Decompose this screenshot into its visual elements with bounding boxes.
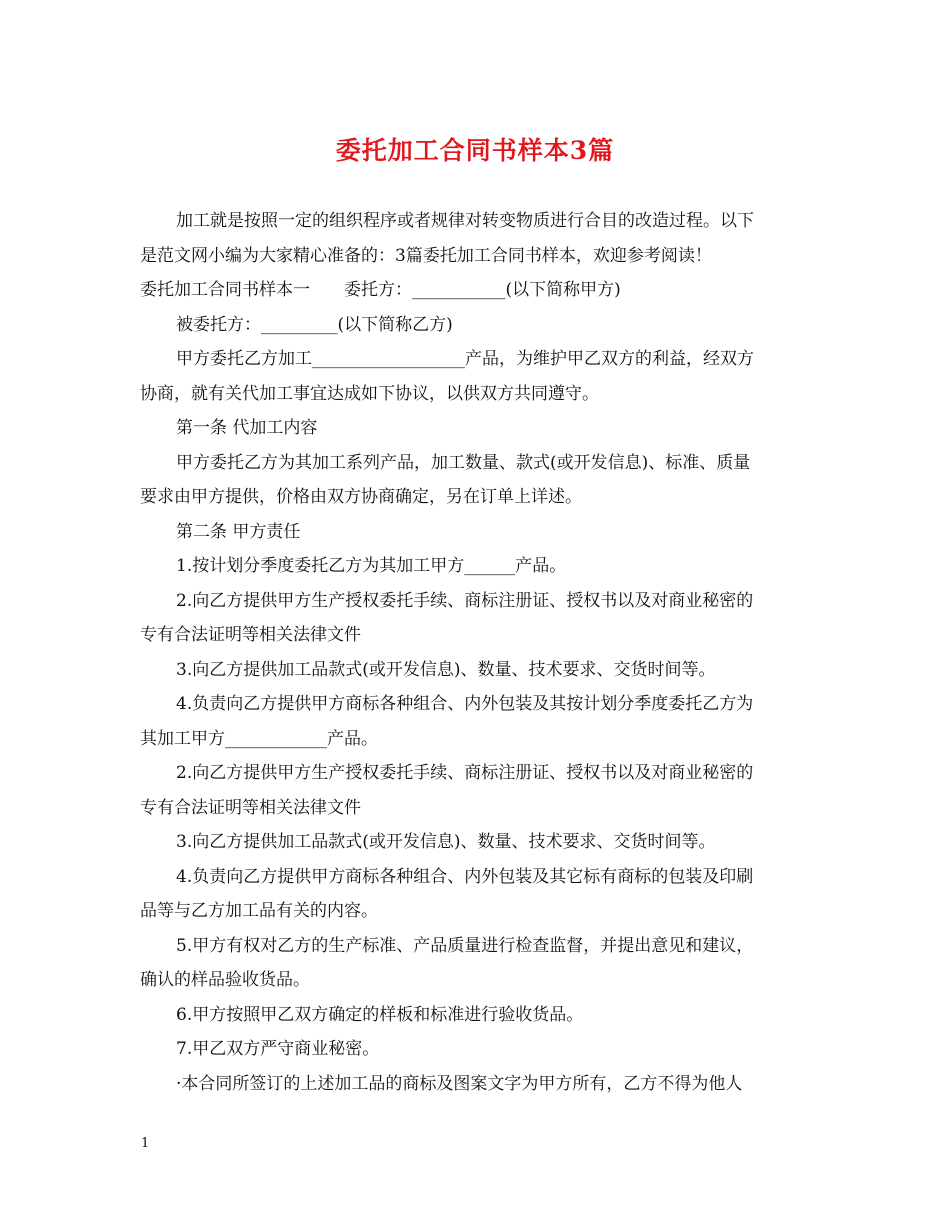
list-item: 6.甲方按照甲乙双方确定的样板和标准进行验收货品。 (176, 1004, 584, 1025)
paragraph-line: 是范文网小编为大家精心准备的：3篇委托加工合同书样本，欢迎参考阅读！ (140, 245, 712, 266)
list-item-continuation: 专有合法证明等相关法律文件 (140, 797, 361, 818)
paragraph-line: 加工就是按照一定的组织程序或者规律对转变物质进行合目的改造过程。以下 (176, 211, 754, 231)
list-item: 1.按计划分季度委托乙方为其加工甲方______产品。 (176, 556, 567, 576)
paragraph-line: 甲方委托乙方加工__________________产品，为维护甲乙双方的利益，经双方 (176, 349, 754, 369)
list-item-continuation: 其加工甲方____________产品。 (140, 728, 378, 749)
paragraph-line: 被委托方：_________(以下简称乙方) (176, 314, 453, 335)
list-item-continuation: 专有合法证明等相关法律文件 (140, 625, 361, 645)
page-number: 1 (141, 1136, 150, 1151)
list-item: 3.向乙方提供加工品款式(或开发信息)、数量、技术要求、交货时间等。 (176, 832, 716, 852)
bullet-item: ·本合同所签订的上述加工品的商标及图案文字为甲方所有，乙方不得为他人 (176, 1073, 743, 1094)
list-item: 2.向乙方提供甲方生产授权委托手续、商标注册证、授权书以及对商业秘密的 (176, 763, 754, 783)
section-heading: 第一条 代加工内容 (176, 418, 318, 438)
document-title: 委托加工合同书样本3篇 (335, 136, 615, 165)
paragraph-line: 协商，就有关代加工事宜达成如下协议，以供双方共同遵守。 (140, 383, 599, 404)
paragraph-line: 甲方委托乙方为其加工系列产品，加工数量、款式(或开发信息)、标准、质量 (176, 452, 751, 473)
list-item: 2.向乙方提供甲方生产授权委托手续、商标注册证、授权书以及对商业秘密的 (176, 590, 754, 611)
list-item-continuation: 品等与乙方加工品有关的内容。 (140, 901, 378, 921)
list-item-continuation: 确认的样品验收货品。 (140, 970, 310, 990)
paragraph-line: 委托加工合同书样本一 委托方：___________(以下简称甲方) (140, 280, 621, 300)
list-item: 3.向乙方提供加工品款式(或开发信息)、数量、技术要求、交货时间等。 (176, 659, 716, 680)
list-item: 7.甲乙双方严守商业秘密。 (176, 1039, 380, 1059)
list-item: 4.负责向乙方提供甲方商标各种组合、内外包装及其按计划分季度委托乙方为 (176, 694, 754, 714)
list-item: 5.甲方有权对乙方的生产标准、产品质量进行检查监督，并提出意见和建议， (176, 935, 754, 956)
paragraph-line: 要求由甲方提供，价格由双方协商确定，另在订单上详述。 (140, 487, 582, 507)
list-item: 4.负责向乙方提供甲方商标各种组合、内外包装及其它标有商标的包装及印刷 (176, 866, 754, 887)
document-body (140, 204, 812, 1101)
section-heading: 第二条 甲方责任 (176, 521, 301, 542)
